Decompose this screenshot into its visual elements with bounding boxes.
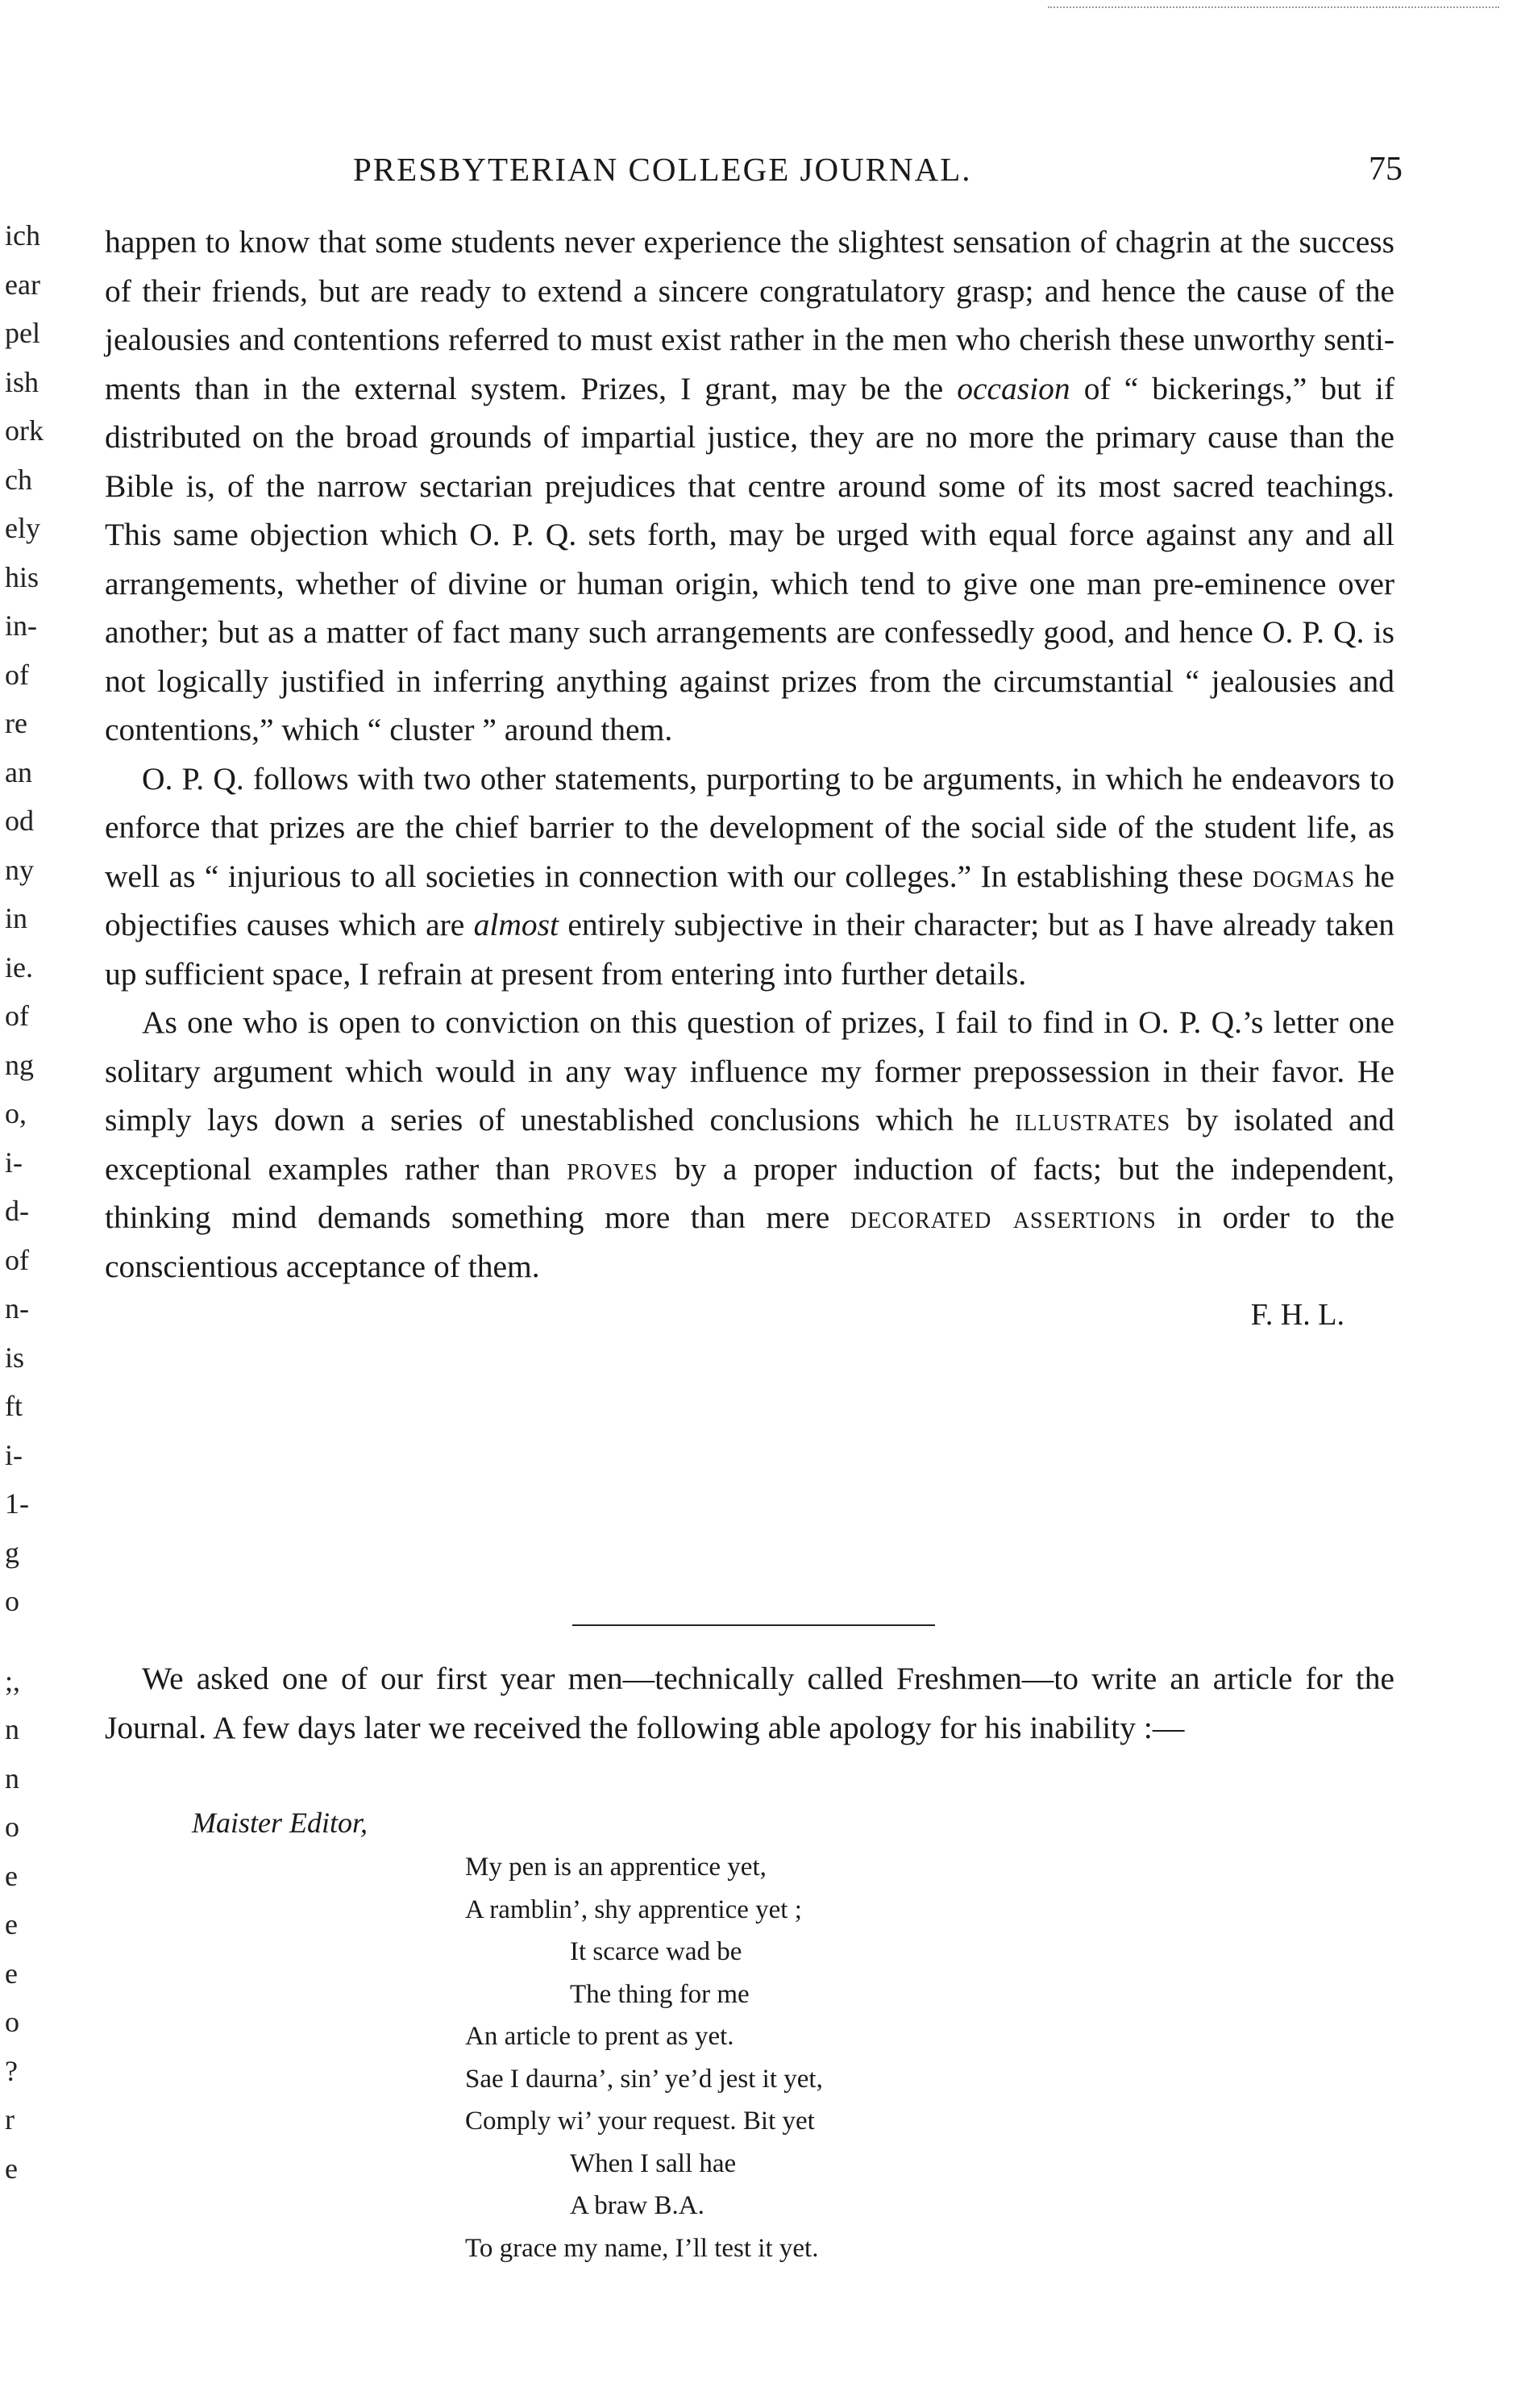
poem-line: A ramblin’, shy apprentice yet ;	[465, 1894, 802, 1924]
gutter-fragment: ng	[5, 1048, 34, 1081]
gutter-fragment: pel	[5, 317, 40, 349]
paragraph-3-text: As one who is open to conviction on this question of prizes, I fail to find in O. P. Q.’s letter one solitary argument which would in any way influence my former prepossession in their favor. He simply lays down a series of unestablished conclusions which he	[105, 1004, 1394, 1137]
poem-line: A braw B.A.	[570, 2191, 704, 2220]
poem-line: It scarce wad be	[570, 1937, 742, 1966]
gutter-fragment: ish	[5, 365, 39, 398]
gutter-fragment: ft	[5, 1390, 23, 1422]
author-signature: F. H. L.	[1250, 1298, 1344, 1332]
gutter-fragment: od	[5, 805, 34, 837]
gutter-fragment: i-	[5, 1438, 23, 1471]
gutter-fragment: e	[5, 2152, 18, 2185]
paragraph-3-text-b: by isolated and exceptional examples rather than	[105, 1102, 1394, 1187]
gutter-fragment: in-	[5, 609, 37, 642]
smallcaps-proves: proves	[567, 1150, 659, 1187]
article-body	[105, 218, 1394, 1340]
paragraph-2-text-c: entirely subjective in their character; but as I have already taken up sufficient space, I refrain at present from entering into further details.	[105, 907, 1394, 992]
smallcaps-dogmas: dogmas	[1252, 858, 1356, 894]
scan-edge-rule	[1048, 6, 1499, 8]
gutter-fragment: ie.	[5, 950, 33, 984]
poem-line: Sae I daurna’, sin’ ye’d jest it yet,	[465, 2064, 823, 2094]
gutter-fragment: 1-	[5, 1487, 29, 1520]
paragraph-1	[105, 218, 1394, 755]
poem-line: To grace my name, I’ll test it yet.	[465, 2233, 819, 2263]
running-title: PRESBYTERIAN COLLEGE JOURNAL.	[353, 151, 972, 188]
gutter-fragment: o,	[5, 1097, 27, 1129]
editor-note-text: We asked one of our first year men—technically called Freshmen—to write an article for the Journal. A few days later we received the following able apology for his inability :—	[105, 1661, 1394, 1745]
emphasis-occasion: occasion	[957, 370, 1070, 406]
gutter-fragment: e	[5, 1957, 18, 1990]
poem-salutation: Maister Editor,	[192, 1807, 368, 1839]
gutter-fragment: n-	[5, 1292, 29, 1325]
poem	[465, 1846, 823, 2269]
gutter-fragment: ich	[5, 219, 40, 252]
gutter-fragment: in	[5, 902, 28, 934]
facing-page-gutter	[5, 211, 61, 2193]
gutter-fragment: re	[5, 707, 27, 739]
gutter-fragment: o	[5, 1811, 19, 1843]
gutter-fragment: i-	[5, 1146, 23, 1179]
smallcaps-illustrates: illustrates	[1015, 1102, 1171, 1137]
poem-line: My pen is an apprentice yet,	[465, 1853, 767, 1882]
gutter-fragment: ?	[5, 2054, 18, 2087]
paragraph-3	[105, 998, 1394, 1291]
paragraph-2	[105, 755, 1394, 999]
gutter-fragment: ely	[5, 512, 40, 544]
poem-line: Comply wi’ your request. Bit yet	[465, 2106, 815, 2136]
paragraph-1-text-b: of “ bickerings,” but if distributed on the broad grounds of impartial justice, they are no more the primary cause than the Bible is, of the narrow sectarian prejudices that centre around some of its most sacred teachings. This same objection which O. P. Q. sets forth, may be urged with equal force against any and all arrangements, whether of divine or human origin, which tend to give one man pre-eminence over another; but as a matter of fact many such arrangements are confessedly good, and hence O. P. Q. is not logically justified in inferring anything against prizes from the circumstantial “ jealousies and contentions,” which “ cluster ” around them.	[105, 370, 1395, 747]
paragraph-1-text: happen to know that some students never experience the slightest sensation of chagrin at the success of their friends, but are ready to extend a sincere congratulatory grasp; and hence the cause of the jealousies and contentions referred to must exist rather in the men who cherish these unworthy sentiments than in the external system. Prizes, I grant, may be the	[105, 224, 1394, 406]
gutter-fragment: e	[5, 1859, 18, 1892]
gutter-fragment: g	[5, 1536, 19, 1569]
gutter-fragment: e	[5, 1908, 18, 1940]
gutter-fragment: ork	[5, 414, 44, 447]
gutter-fragment: his	[5, 560, 39, 593]
editor-note	[105, 1654, 1394, 1752]
gutter-fragment: n	[5, 1713, 19, 1745]
paragraph-2-text-b: he objectifies causes which are	[105, 858, 1394, 942]
smallcaps-decorated-assertions: decorated assertions	[850, 1200, 1157, 1235]
page-header	[97, 150, 1403, 198]
gutter-fragment: ny	[5, 853, 34, 886]
section-divider	[572, 1624, 935, 1626]
gutter-fragment: an	[5, 755, 32, 788]
gutter-fragment: of	[5, 658, 29, 691]
gutter-fragment: is	[5, 1341, 25, 1374]
emphasis-almost: almost	[473, 907, 559, 942]
gutter-fragment: o	[5, 2006, 19, 2038]
gutter-fragment: n	[5, 1761, 19, 1795]
gutter-fragment: of	[5, 1243, 29, 1276]
gutter-fragment: of	[5, 1000, 29, 1032]
poem-line: The thing for me	[570, 1979, 750, 2009]
paragraph-2-text: O. P. Q. follows with two other statements, purporting to be arguments, in which he endeavors to enforce that prizes are the chief barrier to the development of the social side of the student life, as well as “ injurious to all societies in connection with our colleges.” In establishing these	[105, 760, 1394, 894]
gutter-fragment: r	[5, 2103, 15, 2136]
gutter-fragment: o	[5, 1585, 19, 1617]
gutter-fragment: ear	[5, 268, 40, 301]
page-number: 75	[1369, 151, 1403, 188]
gutter-fragment: d-	[5, 1195, 29, 1227]
paragraph-3-text-c: by a proper induction of facts; but the independent, thinking mind demands something more than mere	[105, 1150, 1395, 1235]
paragraph-3-text-d: in order to the conscientious acceptance of them.	[105, 1200, 1395, 1284]
gutter-fragment: ch	[5, 463, 32, 496]
poem-line: When I sall hae	[570, 2148, 737, 2178]
gutter-fragment: ;,	[5, 1664, 21, 1697]
poem-line: An article to prent as yet.	[465, 2022, 734, 2051]
